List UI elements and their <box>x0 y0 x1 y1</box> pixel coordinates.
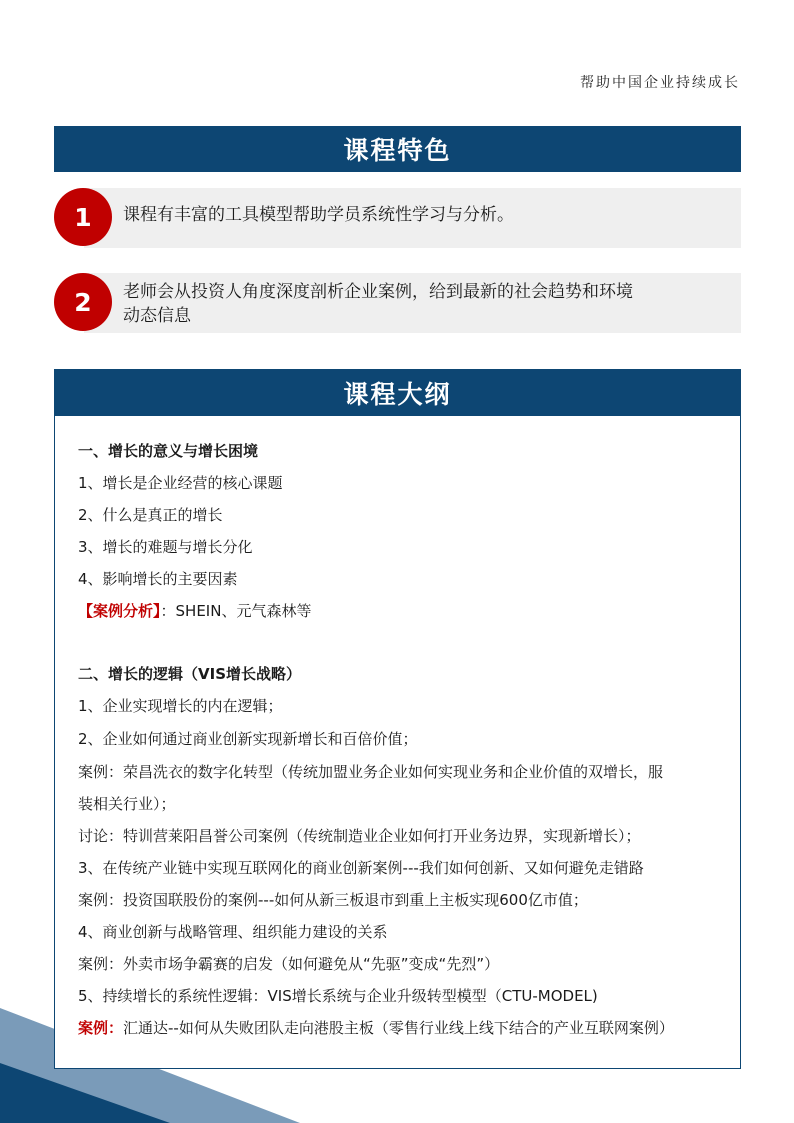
feature-number-badge: 2 <box>54 273 112 331</box>
outline-item: 3、在传统产业链中实现互联网化的商业创新案例---我们如何创新、又如何避免走错路 <box>78 859 644 877</box>
outline-item: 案例：投资国联股份的案例---如何从新三板退市到重上主板实现600亿市值； <box>78 891 588 909</box>
feature-text-line: 老师会从投资人角度深度剖析企业案例，给到最新的社会趋势和环境 <box>123 282 633 302</box>
feature-number-badge: 1 <box>54 188 112 246</box>
outline-final-case-line <box>78 1017 720 1038</box>
outline-item: 4、商业创新与战略管理、组织能力建设的关系 <box>78 923 388 941</box>
outline-part2-heading: 二、增长的逻辑（VIS增长战略） <box>78 665 301 683</box>
outline-item: 案例：外卖市场争霸赛的启发（如何避免从“先驱”变成“先烈”） <box>78 955 500 973</box>
outline-item: 装相关行业）； <box>78 795 176 813</box>
outline-item: 5、持续增长的系统性逻辑：VIS增长系统与企业升级转型模型（CTU-MODEL) <box>78 987 598 1005</box>
features-title-bar <box>54 126 741 172</box>
case-analysis-text: ：SHEIN、元气森林等 <box>160 602 312 620</box>
header-tagline: 帮助中国企业持续成长 <box>580 75 740 91</box>
feature-item-1 <box>54 188 741 248</box>
feature-text: 课程有丰富的工具模型帮助学员系统性学习与分析。 <box>123 205 514 225</box>
outline-item: 2、企业如何通过商业创新实现新增长和百倍价值； <box>78 730 418 748</box>
outline-title-bar <box>54 369 741 416</box>
outline-item: 2、什么是真正的增长 <box>78 506 223 524</box>
outline-item: 4、影响增长的主要因素 <box>78 570 238 588</box>
features-title: 课程特色 <box>343 136 452 165</box>
feature-item-2 <box>54 273 741 333</box>
outline-item: 讨论：特训营莱阳昌誉公司案例（传统制造业企业如何打开业务边界，实现新增长）； <box>78 827 641 845</box>
outline-item: 1、增长是企业经营的核心课题 <box>78 474 283 492</box>
outline-item: 1、企业实现增长的内在逻辑； <box>78 697 283 715</box>
outline-title: 课程大纲 <box>343 379 452 409</box>
feature-text-line: 动态信息 <box>123 306 191 326</box>
outline-case-line <box>78 600 720 621</box>
final-case-label: 案例： <box>78 1019 124 1037</box>
outline-item: 案例：荣昌洗衣的数字化转型（传统加盟业务企业如何实现业务和企业价值的双增长，服 <box>78 763 664 781</box>
final-case-text: 汇通达--如何从失败团队走向港股主板（零售行业线上线下结合的产业互联网案例） <box>123 1019 674 1037</box>
outline-item: 3、增长的难题与增长分化 <box>78 538 253 556</box>
outline-content-box <box>54 416 741 1069</box>
case-analysis-label: 【案例分析】 <box>78 602 161 620</box>
outline-part1-heading: 一、增长的意义与增长困境 <box>78 442 259 460</box>
feature-text <box>123 280 701 328</box>
